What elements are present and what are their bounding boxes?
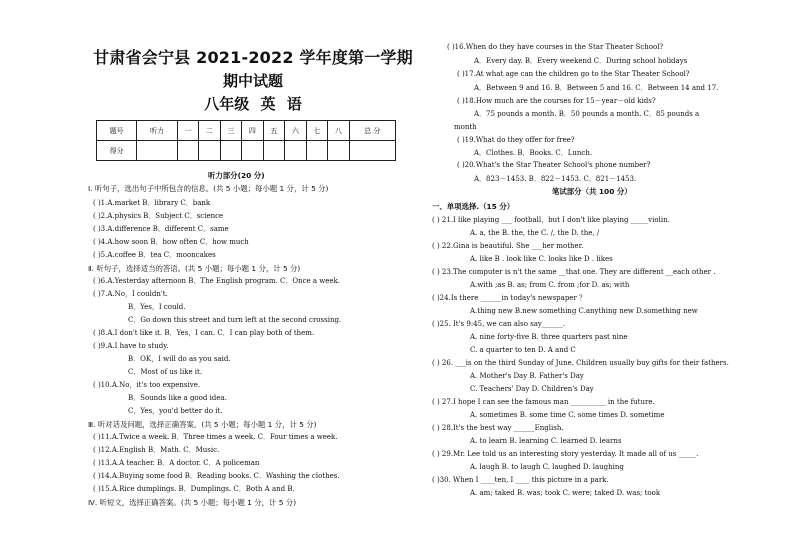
section-heading: Ⅱ. 听句子，选择适当的答语。(共 5 小题；每小题 1 分，计 5 分) <box>88 264 301 273</box>
question-item: ( ) 26. ___is on the third Sunday of June. Children usually buy gifts for their fathers. <box>432 359 729 367</box>
answer-option: B．Yes，I could. <box>128 303 186 311</box>
score-entry[interactable] <box>199 141 221 161</box>
answer-option: A．75 pounds a month. B．50 pounds a month. C．85 pounds a <box>474 110 700 118</box>
question-item: ( )24.Is there ______in today's newspaper ？ <box>432 294 587 302</box>
score-cell: 五 <box>263 121 285 141</box>
answer-option: A．Between 9 and 16. B．Between 5 and 16. C．Between 14 and 17. <box>474 84 719 92</box>
grade-subject-title: 八年级 英 语 <box>204 95 302 113</box>
score-cell: 听力 <box>137 121 177 141</box>
score-table-header-row <box>97 121 396 141</box>
answer-option: A. to learn B. learning C. learned D. learns <box>470 437 622 445</box>
question-item: ( )14.A.Buying some food B．Reading books. C．Washing the clothes. <box>93 472 340 480</box>
question-item: ( )25. It's 9:45, we can also say______. <box>432 320 566 328</box>
score-entry[interactable] <box>263 141 285 161</box>
question-item: ( )17.At what age can the children go to the Star Theater School? <box>457 70 690 78</box>
score-cell: 七 <box>306 121 328 141</box>
question-item: ( )3.A.difference B．different C．same <box>93 225 229 233</box>
question-item: ( ) 27.I hope I can see the famous man __________ in the future. <box>432 398 655 406</box>
question-item: ( ) 29.Mr. Lee told us an interesting story yesterday. It made all of us _____. <box>432 450 699 458</box>
question-item: ( )16.When do they have courses in the Star Theater School? <box>447 43 664 51</box>
question-item: ( )6.A.Yesterday afternoon B．The English program. C．Once a week. <box>93 277 341 285</box>
answer-option: A.with ;as B. as; from C. from ;for D. as; with <box>470 281 630 289</box>
answer-option: A. Mother's Day B. Father's Day <box>470 372 584 380</box>
score-entry[interactable] <box>328 141 350 161</box>
answer-option: C．Yes，you'd better do it. <box>128 407 223 415</box>
score-cell: 一 <box>177 121 199 141</box>
question-item: ( )11.A.Twice a week. B．Three times a week. C．Four times a week. <box>93 433 338 441</box>
score-entry[interactable] <box>306 141 328 161</box>
question-item: ( ) 28.It's the best way ______English. <box>432 424 564 432</box>
score-cell: 八 <box>328 121 350 141</box>
question-item: ( ) 21.I like playing ___ football，but I don't like playing _____violin. <box>432 216 670 224</box>
answer-option: A. sometimes B. some time C. some times D. sometime <box>470 411 665 419</box>
answer-option: B．Sounds like a good idea. <box>128 394 227 402</box>
question-item: ( )13.A.A teacher. B．A doctor. C．A policeman <box>93 459 260 467</box>
section-heading: Ⅳ. 听短文，选择正确答案。(共 5 小题；每小题 1 分，计 5 分) <box>88 498 297 507</box>
answer-option: A．823－1453. B．822－1453. C．821－1453. <box>474 175 637 183</box>
score-table-score-row <box>97 141 396 161</box>
question-item: ( )30. When I ____ten, I ____ this picture in a park. <box>432 476 609 484</box>
answer-option: month <box>454 123 477 131</box>
answer-option: C. Teachers' Day D. Children's Day <box>470 385 594 393</box>
answer-option: B．OK，I will do as you said. <box>128 355 231 363</box>
answer-option: C. a quarter to ten D. A and C <box>470 346 576 354</box>
score-cell: 四 <box>242 121 264 141</box>
score-cell: 二 <box>199 121 221 141</box>
section-heading: Ⅰ. 听句子，选出句子中所包含的信息。(共 5 小题；每小题 1 分，计 5 分) <box>88 184 329 193</box>
question-item: ( )19.What do they offer for free? <box>457 136 575 144</box>
section-heading: 听力部分(20 分) <box>208 171 265 180</box>
section-heading: Ⅲ. 听对话及问题，选择正确答案。(共 5 小题；每小题 1 分，计 5 分) <box>88 420 317 429</box>
answer-option: A. a, the B. the, the C. /, the D. the, / <box>470 229 600 237</box>
question-item: ( )5.A.coffee B．tea C．mooncakes <box>93 251 216 259</box>
answer-option: C．Most of us like it. <box>128 368 203 376</box>
score-cell: 三 <box>220 121 242 141</box>
question-item: ( )2.A.physics B．Subject C．science <box>93 212 224 220</box>
question-item: ( )18.How much are the courses for 15－year－old kids? <box>457 97 656 105</box>
answer-option: A. nine forty-five B. three quarters past nine <box>470 333 628 341</box>
question-item: ( )4.A.how soon B．how often C．how much <box>93 238 249 246</box>
score-entry[interactable] <box>177 141 199 161</box>
exam-subtitle: 期中试题 <box>222 72 283 90</box>
score-cell: 题号 <box>97 121 137 141</box>
section-heading: 一、单项选择.（15 分） <box>432 202 515 211</box>
score-entry[interactable] <box>242 141 264 161</box>
score-entry[interactable] <box>285 141 307 161</box>
score-entry[interactable] <box>137 141 177 161</box>
question-item: ( )8.A.I don't like it. B．Yes，I can. C．I can play both of them. <box>93 329 315 337</box>
question-item: ( )10.A.No，it's too expensive. <box>93 381 201 389</box>
answer-option: A. am; taked B. was; took C. were; taked D. was; took <box>470 489 661 497</box>
score-entry[interactable] <box>220 141 242 161</box>
question-item: ( ) 22.Gina is beautiful. She ___her mother. <box>432 242 584 250</box>
question-item: ( )9.A.I have to study. <box>93 342 169 350</box>
score-entry[interactable] <box>349 141 395 161</box>
answer-option: A. like B . look like C. looks like D . likes <box>470 255 613 263</box>
question-item: ( )1.A.market B．library C．bank <box>93 199 211 207</box>
question-item: ( )15.A.Rice dumplings. B．Dumplings. C．Both A and B. <box>93 485 295 493</box>
answer-option: A.thing new B.new something C.anything new D.something new <box>470 307 698 315</box>
answer-option: A．Every day. B．Every weekend C．During school holidays <box>474 57 688 65</box>
answer-option: A. laugh B. to laugh C. laughed D. laughing <box>470 463 624 471</box>
question-item: ( ) 23.The computer is n't the same __that one. They are different __each other . <box>432 268 716 276</box>
exam-title: 甘肃省会宁县 2021-2022 学年度第一学期 <box>93 48 413 67</box>
section-heading: 笔试部分（共 100 分） <box>552 187 632 196</box>
question-item: ( )20.What's the Star Theater School's phone number? <box>457 161 651 169</box>
score-table <box>96 120 396 161</box>
answer-option: C．Go down this street and turn left at the second crossing. <box>128 316 342 324</box>
answer-option: A．Clothes. B．Books. C．Lunch. <box>474 149 593 157</box>
question-item: ( )7.A.No，I couldn't. <box>93 290 168 298</box>
score-cell: 六 <box>285 121 307 141</box>
score-cell: 得分 <box>97 141 137 161</box>
score-cell: 总 分 <box>349 121 395 141</box>
question-item: ( )12.A.English B．Math. C．Music. <box>93 446 220 454</box>
